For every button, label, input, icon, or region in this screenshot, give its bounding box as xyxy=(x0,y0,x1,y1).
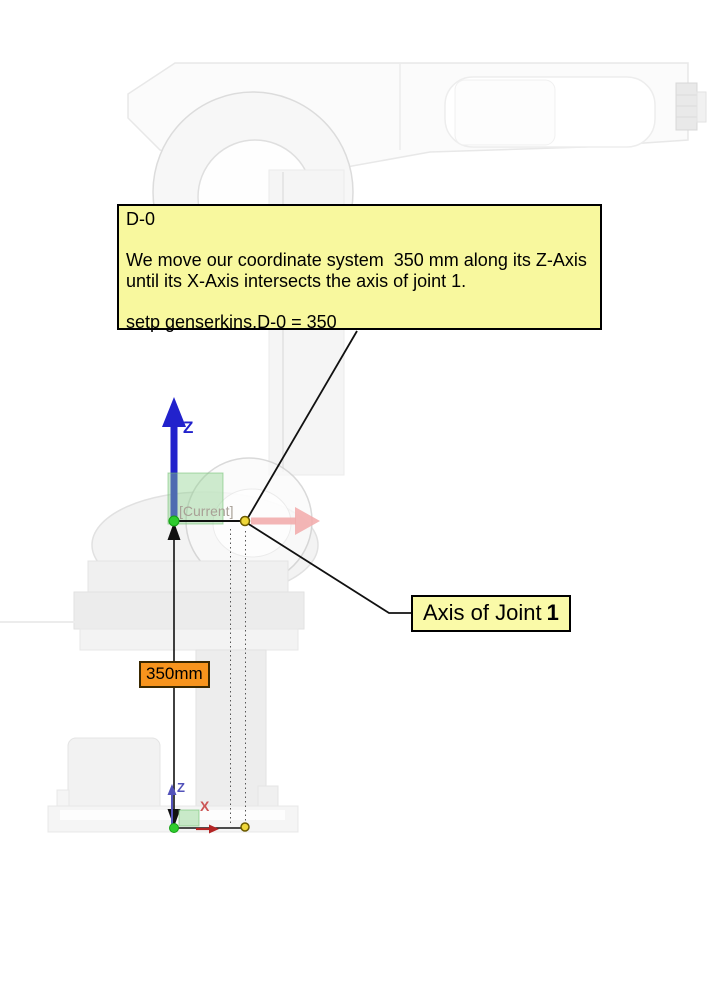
callout-body-line1: We move our coordinate system 350 mm along its Z-Axis xyxy=(126,250,587,270)
robot-arm-box xyxy=(455,80,555,145)
joint1-axis-point-top xyxy=(241,517,250,526)
base-frame-origin-dot xyxy=(170,824,179,833)
joint1-axis-point-bottom xyxy=(241,823,249,831)
robot-render xyxy=(0,63,706,832)
current-frame-z-label: Z xyxy=(183,418,194,437)
current-frame-origin-dot xyxy=(169,516,179,526)
base-frame-z-arrowhead-icon xyxy=(168,784,177,795)
robot-base-band1 xyxy=(88,561,288,592)
axis-of-joint-label-number: 1 xyxy=(546,600,559,625)
robot-base-band3 xyxy=(80,629,298,650)
base-frame-z-label: Z xyxy=(177,780,185,795)
callout-title: D-0 xyxy=(126,209,156,229)
base-frame-x-label: X xyxy=(200,798,210,814)
robot-wrist-tip xyxy=(697,92,706,122)
current-frame-label: [Current] xyxy=(179,503,234,519)
axis-of-joint-label-text: Axis of Joint xyxy=(423,600,542,625)
callout-command: setp genserkins.D-0 = 350 xyxy=(126,312,337,332)
callout-box xyxy=(117,204,602,330)
callout-body-line2: until its X-Axis intersects the axis of joint 1. xyxy=(126,271,467,291)
axis-of-joint-label xyxy=(411,595,571,632)
dimension-badge: 350mm xyxy=(139,661,210,688)
robot-base-band2 xyxy=(74,592,304,629)
base-frame-highlight-square xyxy=(179,810,199,826)
